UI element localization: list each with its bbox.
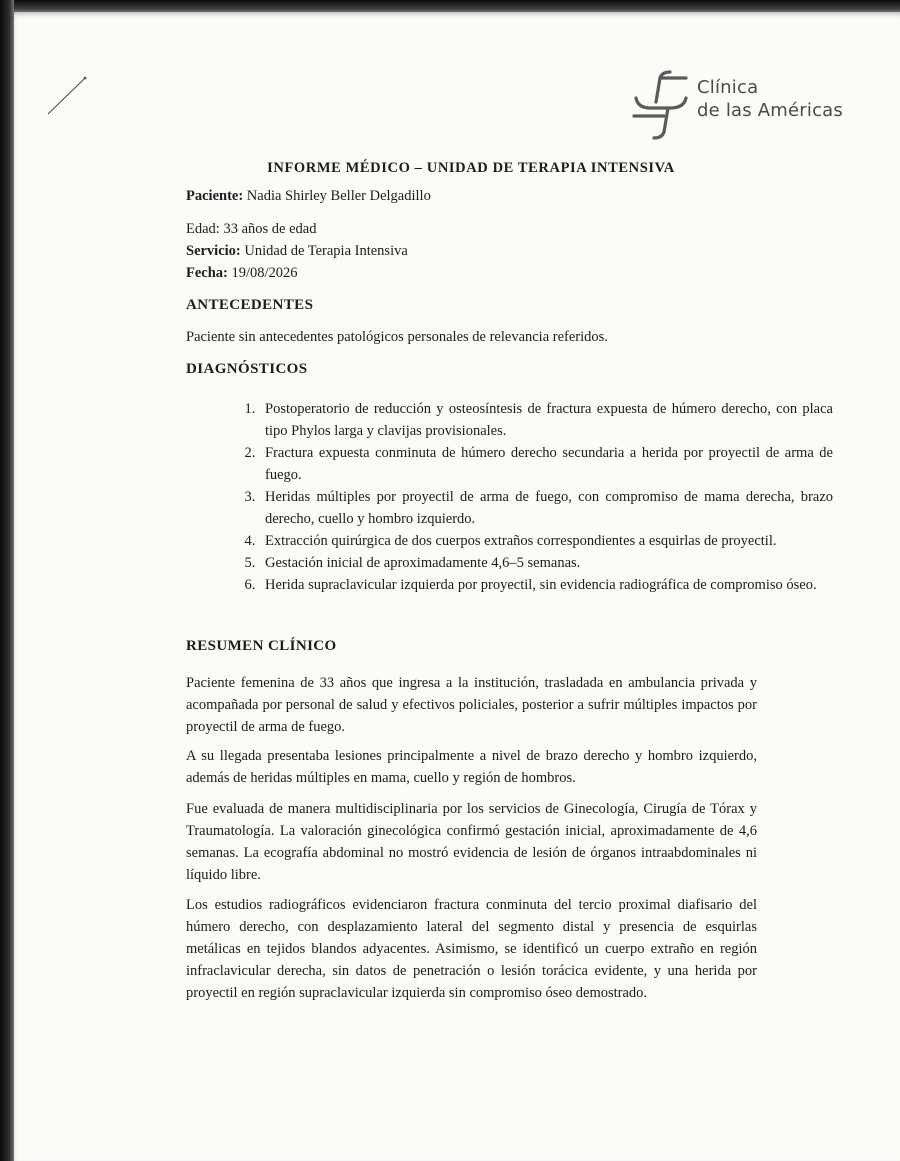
date-label: Fecha: — [186, 265, 228, 281]
logo-text-americas: de las Américas — [697, 100, 843, 121]
pen-mark-icon — [44, 74, 90, 120]
diagnosis-item: 1. Postoperatorio de reducción y osteosíntesis de fractura expuesta de húmero derecho, con placa tipo Phylos larga y clavijas provisionales. — [259, 398, 833, 442]
date-value: 19/08/2026 — [231, 265, 298, 281]
resumen-paragraph: Los estudios radiográficos evidenciaron fractura conminuta del tercio proximal diafisario del húmero derecho, con desplazamiento lateral del segmento distal y presencia de esquirlas metálicas en tejidos blandos adyacentes. Asimismo, se identificó un cuerpo extraño en región infraclavicular derecha, sin datos de penetración o lesión torácica evidente, y una herida por proyectil en región supraclavicular izquierda sin compromiso óseo demostrado. — [186, 897, 757, 1001]
service-value: Unidad de Terapia Intensiva — [244, 243, 408, 259]
service-field — [186, 243, 408, 260]
age-value: 33 años de edad — [223, 221, 317, 237]
patient-value: Nadia Shirley Beller Delgadillo — [246, 188, 431, 204]
patient-field — [186, 188, 431, 205]
antecedentes-heading: ANTECEDENTES — [186, 297, 314, 313]
document-page — [10, 12, 900, 1161]
diagnosis-item: 6. Herida supraclavicular izquierda por proyectil, sin evidencia radiográfica de compromiso óseo. — [259, 574, 833, 596]
resumen-paragraph: Paciente femenina de 33 años que ingresa a la institución, trasladada en ambulancia privada y acompañada por personal de salud y efectivos policiales, posterior a sufrir múltiples impactos por proyectil de arma de fuego. — [186, 675, 757, 735]
service-label: Servicio: — [186, 243, 241, 259]
diagnosis-item: 5. Gestación inicial de aproximadamente 4,6–5 semanas. — [259, 552, 833, 574]
logo-text-clinica: Clínica — [697, 77, 759, 98]
date-field — [186, 265, 298, 282]
clinic-logo-icon — [630, 68, 694, 148]
diagnosis-item: 2. Fractura expuesta conminuta de húmero derecho secundaria a herida por proyectil de arma de fuego. — [259, 442, 833, 486]
diagnosis-list — [186, 398, 833, 596]
document-title: INFORME MÉDICO – UNIDAD DE TERAPIA INTENSIVA — [267, 160, 675, 176]
scan-left-edge — [0, 0, 14, 1161]
diagnosis-item: 3. Heridas múltiples por proyectil de arma de fuego, con compromiso de mama derecha, brazo derecho, cuello y hombro izquierdo. — [259, 486, 833, 530]
age-label: Edad: — [186, 221, 220, 237]
diagnosticos-heading: DIAGNÓSTICOS — [186, 361, 308, 377]
resumen-heading: RESUMEN CLÍNICO — [186, 638, 337, 654]
diagnosis-item: 4. Extracción quirúrgica de dos cuerpos extraños correspondientes a esquirlas de proyectil. — [259, 530, 833, 552]
patient-label: Paciente: — [186, 188, 244, 204]
antecedentes-text: Paciente sin antecedentes patológicos personales de relevancia referidos. — [186, 329, 608, 345]
resumen-paragraph: Fue evaluada de manera multidisciplinaria por los servicios de Ginecología, Cirugía de Tórax y Traumatología. La valoración ginecológica confirmó gestación inicial, aproximadamente de 4,6 semanas. La ecografía abdominal no mostró evidencia de lesión de órganos intraabdominales ni líquido libre. — [186, 801, 757, 883]
age-field — [186, 221, 316, 238]
resumen-paragraph: A su llegada presentaba lesiones principalmente a nivel de brazo derecho y hombro izquierdo, además de heridas múltiples en mama, cuello y región de hombros. — [186, 748, 757, 786]
clinic-logo — [630, 68, 850, 148]
